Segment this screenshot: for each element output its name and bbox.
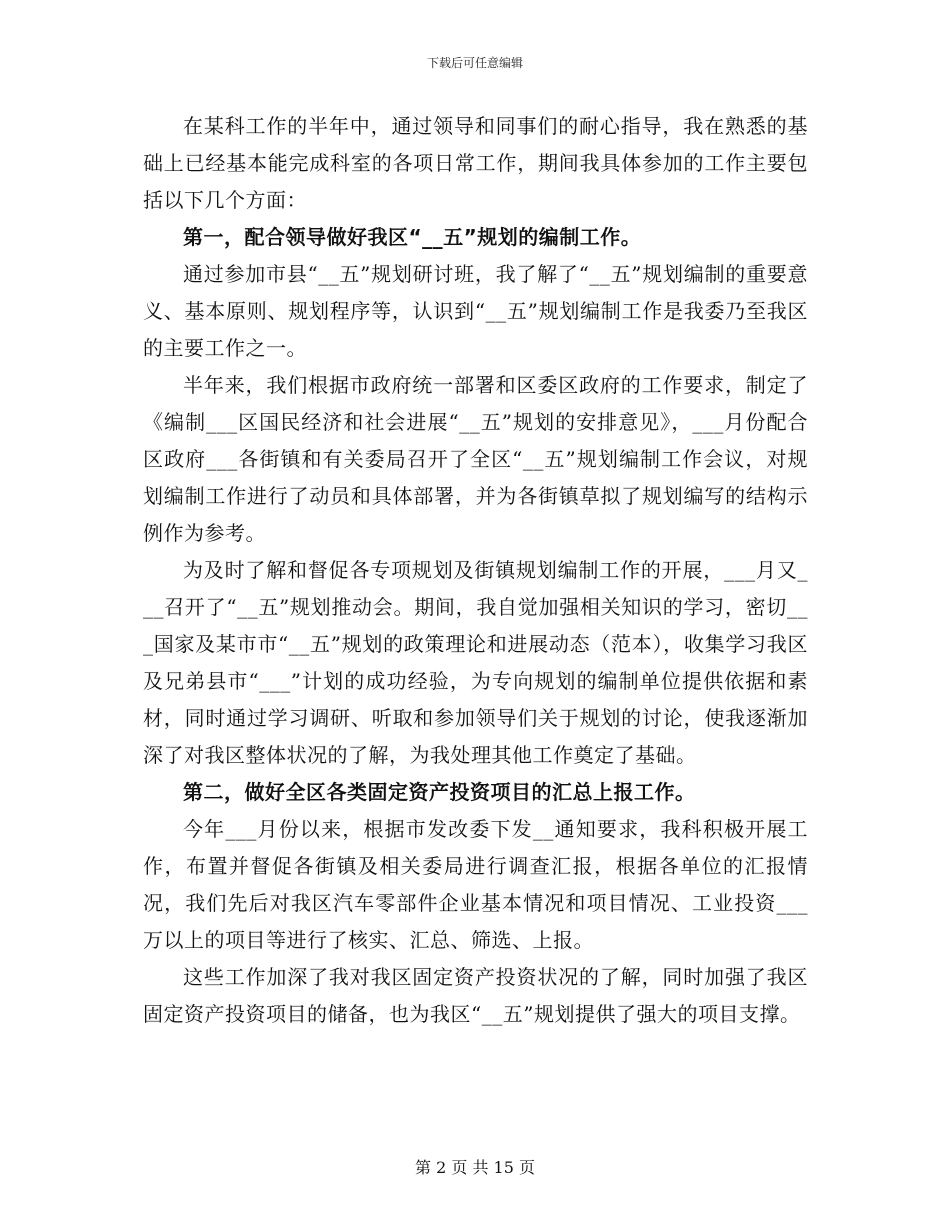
paragraph-planning-seminar: 通过参加市县“__五”规划研讨班，我了解了“__五”规划编制的重要意义、基本原则、规划程序等，认识到“__五”规划编制工作是我委乃至我区的主要工作之一。 (143, 262, 808, 360)
section-heading-2: 第二，做好全区各类固定资产投资项目的汇总上报工作。 (183, 780, 696, 804)
page-header: 下载后可任意编辑 (426, 56, 523, 70)
page-number-footer: 第 2 页 共 15 页 (415, 1158, 535, 1177)
paragraph-intro: 在某科工作的半年中，通过领导和同事们的耐心指导，我在熟悉的基础上已经基本能完成科室的各项日常工作，期间我具体参加的工作主要包括以下几个方面： (143, 114, 808, 212)
document-body (143, 108, 808, 1033)
paragraph-planning-arrangement: 半年来，我们根据市政府统一部署和区委区政府的工作要求，制定了《编制___区国民经济和社会进展“__五”规划的安排意见》，___月份配合区政府___各街镇和有关委局召开了全区“__五”规划编制工作会议，对规划编制工作进行了动员和具体部署，并为各街镇草拟了规划编写的结构示例作为参考。 (143, 373, 808, 545)
section-heading-1: 第一，配合领导做好我区“__五”规划的编制工作。 (183, 225, 642, 249)
paragraph-investment-reporting: 今年___月份以来，根据市发改委下发__通知要求，我科积极开展工作，布置并督促各街镇及相关委局进行调查汇报，根据各单位的汇报情况，我们先后对我区汽车零部件企业基本情况和项目情况、工业投资___万以上的项目等进行了核实、汇总、筛选、上报。 (143, 817, 808, 952)
paragraph-investment-result: 这些工作加深了我对我区固定资产投资状况的了解，同时加强了我区固定资产投资项目的储备，也为我区“__五”规划提供了强大的项目支撑。 (143, 965, 808, 1026)
paragraph-planning-promotion: 为及时了解和督促各专项规划及街镇规划编制工作的开展，___月又___召开了“__五”规划推动会。期间，我自觉加强相关知识的学习，密切___国家及某市市“__五”规划的政策理论和进展动态（范本），收集学习我区及兄弟县市“___”计划的成功经验，为专向规划的编制单位提供依据和素材，同时通过学习调研、听取和参加领导们关于规划的讨论，使我逐渐加深了对我区整体状况的了解，为我处理其他工作奠定了基础。 (143, 558, 808, 767)
